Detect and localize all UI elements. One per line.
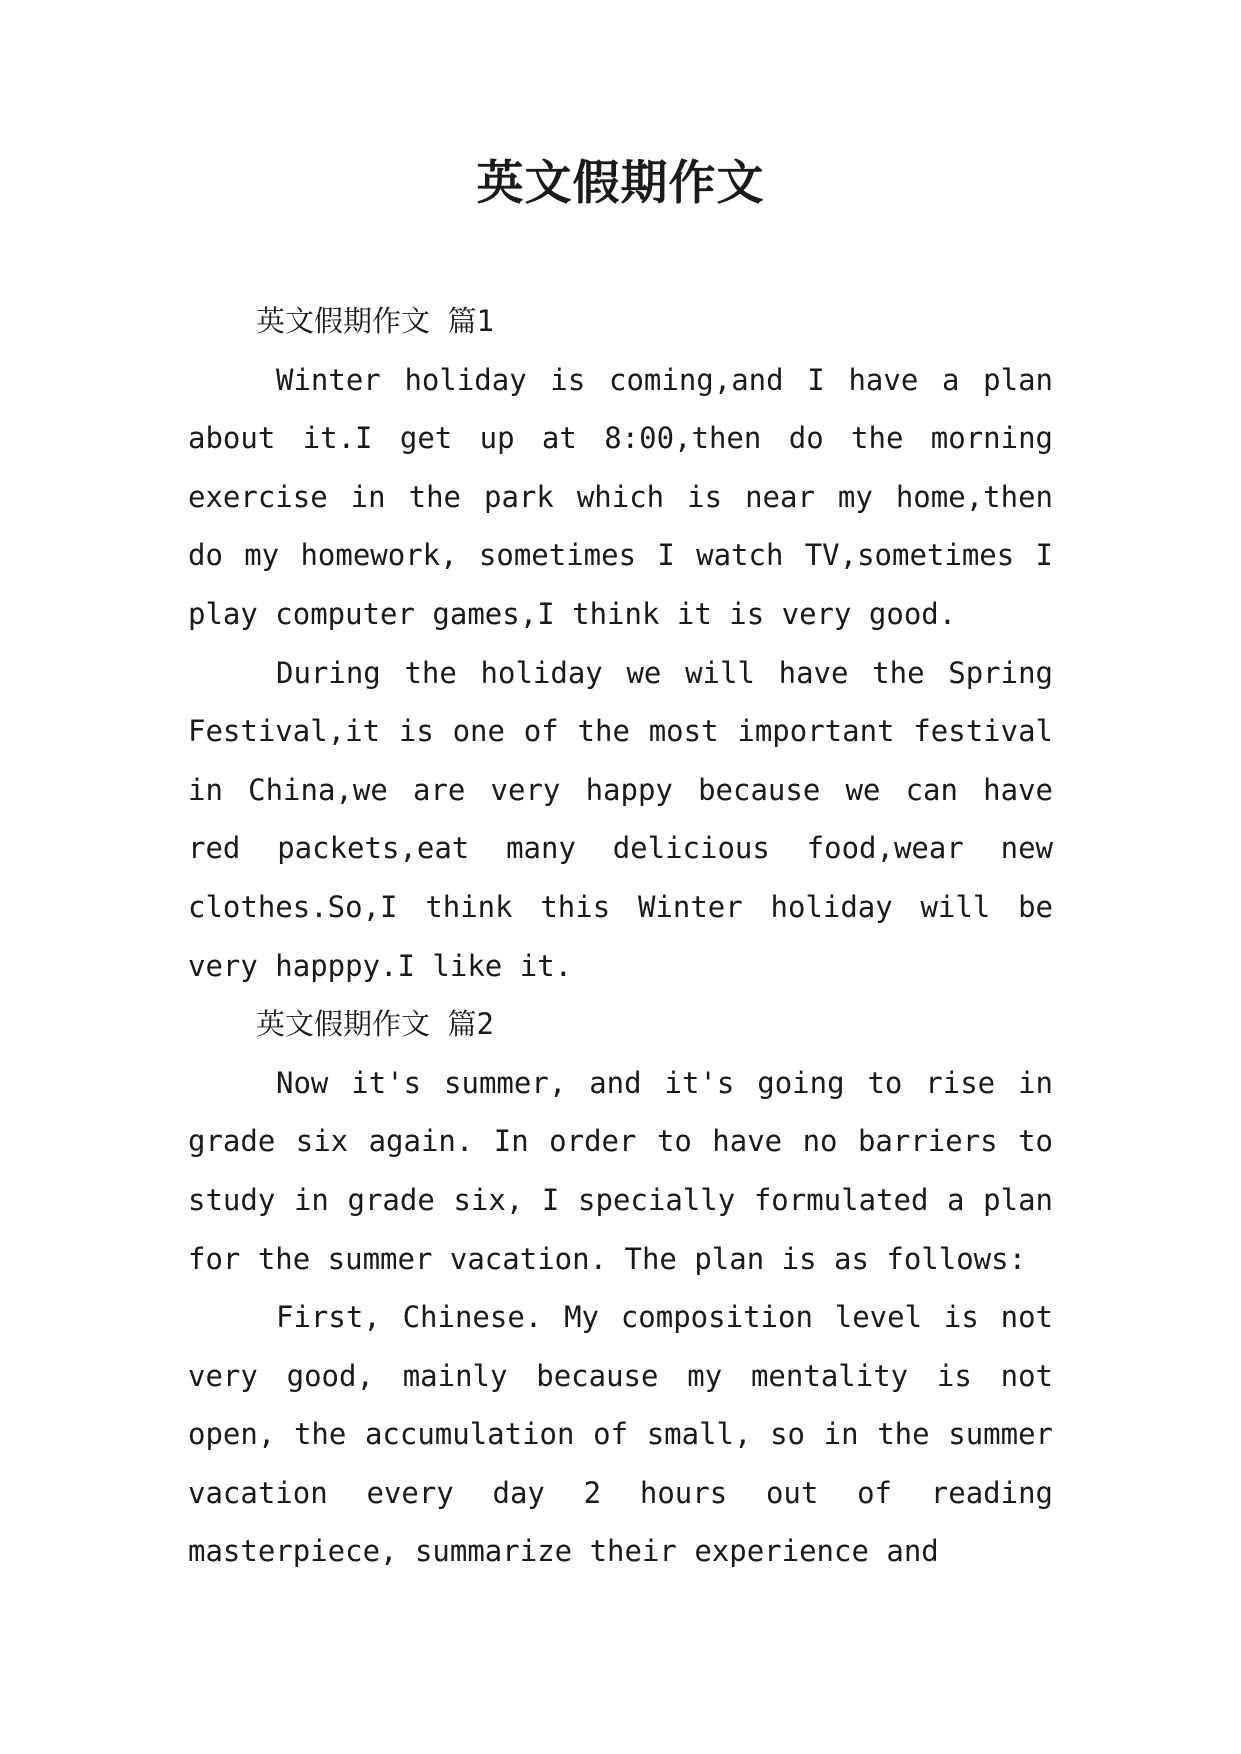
section-heading-1: 英文假期作文 篇1 [256, 304, 494, 338]
document-body [188, 292, 1053, 1581]
paragraph: During the holiday we will have the Spring Festival,it is one of the most important festival in China,we are very happy because we can have red packets,eat many delicious food,wear new clothes.So,I think this Winter holiday will be very happpy.I like it. [188, 655, 1053, 983]
paragraph: Winter holiday is coming,and I have a plan about it.I get up at 8:00,then do the morning exercise in the park which is near my home,then do my homework, sometimes I watch TV,sometimes I play computer games,I think it is very good. [188, 362, 1053, 631]
page-title: 英文假期作文 [476, 156, 765, 211]
section-heading-2: 英文假期作文 篇2 [256, 1007, 494, 1042]
paragraph: First, Chinese. My composition level is not very good, mainly because my mentality is not open, the accumulation of small, so in the summer vacation every day 2 hours out of reading masterpiece, summarize their experience and [188, 1300, 1053, 1569]
paragraph: Now it's summer, and it's going to rise in grade six again. In order to have no barriers to study in grade six, I specially formulated a plan for the summer vacation. The plan is as follows: [188, 1065, 1053, 1276]
